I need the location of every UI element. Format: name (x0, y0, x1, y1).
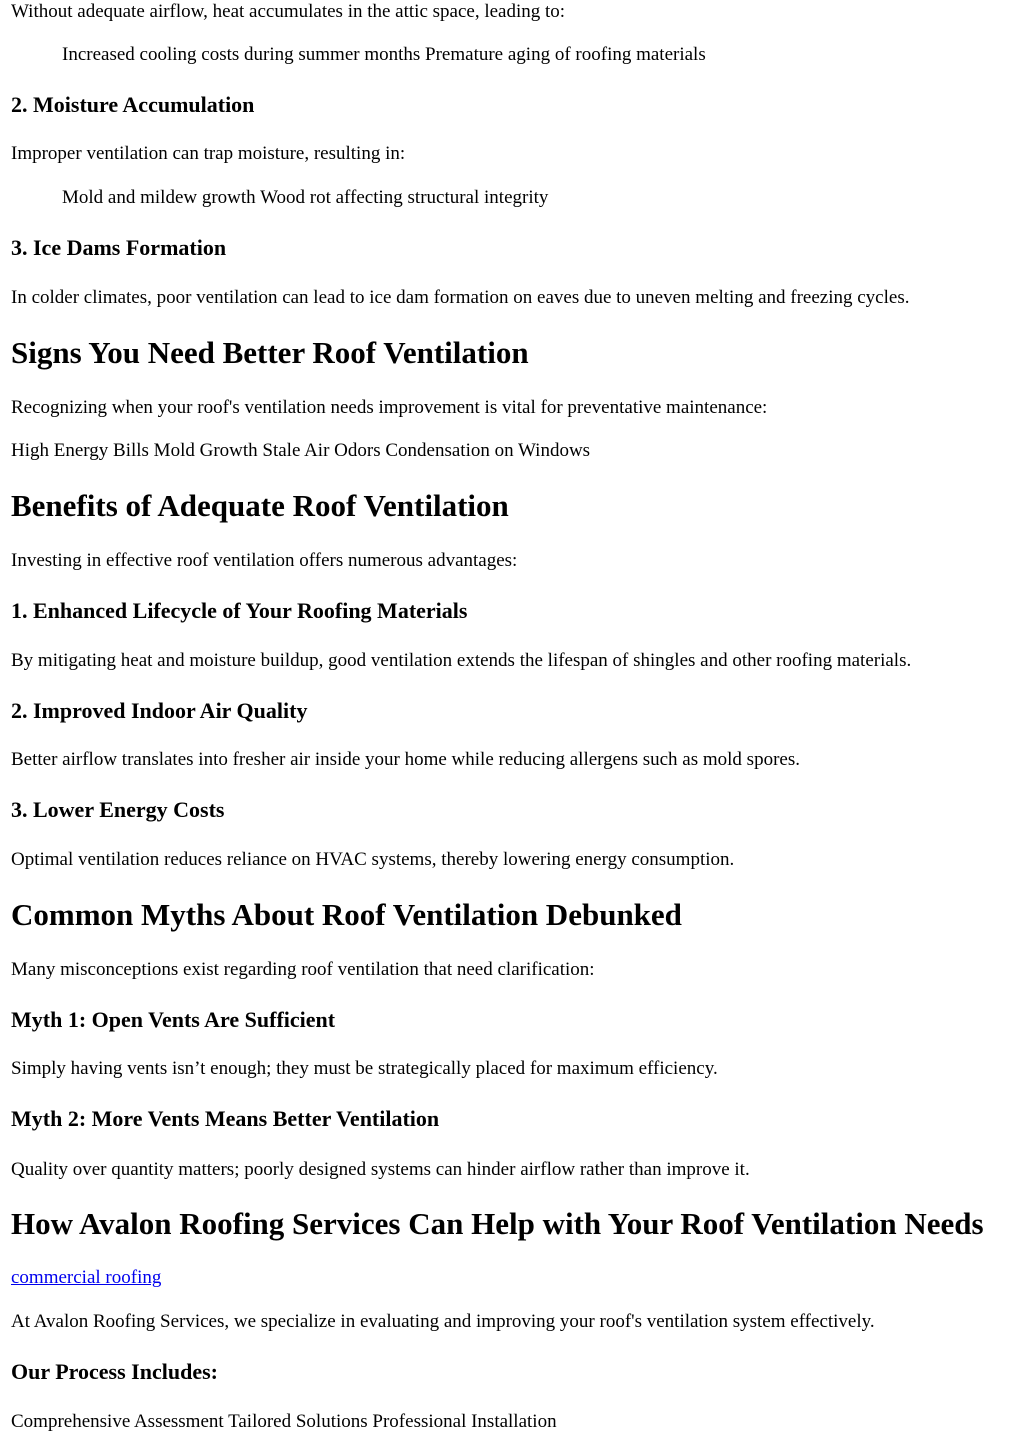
signs-list: High Energy Bills Mold Growth Stale Air Odors Condensation on Windows (11, 440, 591, 461)
avalon-help-heading: How Avalon Roofing Services Can Help with Your Roof Ventilation Needs (11, 1206, 984, 1241)
moisture-heading: 2. Moisture Accumulation (11, 92, 255, 117)
process-heading: Our Process Includes: (11, 1359, 218, 1384)
benefits-heading: Benefits of Adequate Roof Ventilation (11, 488, 509, 523)
benefits-intro-paragraph: Investing in effective roof ventilation offers numerous advantages: (11, 550, 518, 571)
ice-dams-paragraph: In colder climates, poor ventilation can lead to ice dam formation on eaves due to uneven melting and freezing cycles. (11, 287, 910, 308)
benefit-air-quality-heading: 2. Improved Indoor Air Quality (11, 698, 308, 723)
myth-open-vents-heading: Myth 1: Open Vents Are Sufficient (11, 1007, 336, 1032)
benefit-lifecycle-paragraph: By mitigating heat and moisture buildup, good ventilation extends the lifespan of shingles and other roofing materials. (11, 650, 912, 671)
avalon-services-paragraph: At Avalon Roofing Services, we specialize in evaluating and improving your roof's ventilation system effectively. (11, 1311, 875, 1332)
ice-dams-heading: 3. Ice Dams Formation (11, 235, 227, 260)
myth-open-vents-paragraph: Simply having vents isn’t enough; they must be strategically placed for maximum efficiency. (11, 1058, 718, 1079)
benefit-air-quality-paragraph: Better airflow translates into fresher air inside your home while reducing allergens such as mold spores. (11, 749, 800, 770)
signs-heading: Signs You Need Better Roof Ventilation (11, 335, 529, 370)
heat-effects-list: Increased cooling costs during summer months Premature aging of roofing materials (62, 44, 706, 65)
benefit-energy-heading: 3. Lower Energy Costs (11, 797, 225, 822)
benefit-lifecycle-heading: 1. Enhanced Lifecycle of Your Roofing Materials (11, 598, 468, 623)
benefit-energy-paragraph: Optimal ventilation reduces reliance on HVAC systems, thereby lowering energy consumption. (11, 849, 735, 870)
myths-heading: Common Myths About Roof Ventilation Debunked (11, 897, 682, 932)
heat-intro-paragraph: Without adequate airflow, heat accumulates in the attic space, leading to: (11, 1, 566, 22)
myth-more-vents-heading: Myth 2: More Vents Means Better Ventilation (11, 1106, 440, 1131)
commercial-roofing-link[interactable]: commercial roofing (11, 1267, 162, 1288)
process-list: Comprehensive Assessment Tailored Solutions Professional Installation (11, 1411, 557, 1432)
myth-more-vents-paragraph: Quality over quantity matters; poorly designed systems can hinder airflow rather than improve it. (11, 1159, 750, 1180)
signs-intro-paragraph: Recognizing when your roof's ventilation needs improvement is vital for preventative maintenance: (11, 397, 768, 418)
moisture-effects-list: Mold and mildew growth Wood rot affecting structural integrity (62, 187, 549, 208)
myths-intro-paragraph: Many misconceptions exist regarding roof ventilation that need clarification: (11, 959, 595, 980)
moisture-intro-paragraph: Improper ventilation can trap moisture, resulting in: (11, 143, 406, 164)
